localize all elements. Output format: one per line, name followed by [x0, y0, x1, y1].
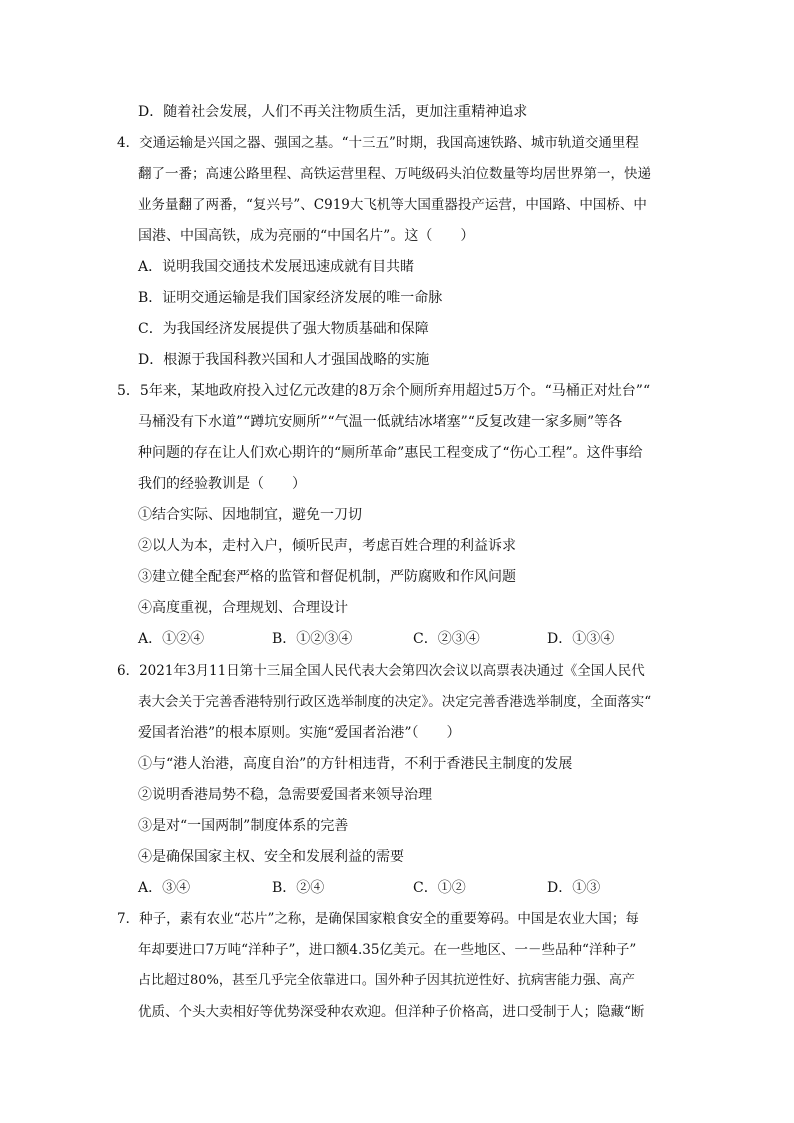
q5-choice-c: C．②③④: [413, 631, 480, 647]
q5-choice-b: B．①②③④: [272, 631, 353, 647]
q5-choice-a: A．①②④: [138, 631, 205, 647]
q4-option-a: A．说明我国交通技术发展迅速成就有目共睹: [138, 259, 415, 275]
q6-statement-4: ④是确保国家主权、安全和发展利益的需要: [138, 849, 404, 865]
q6-statement-3: ③是对“一国两制”制度体系的完善: [138, 818, 349, 834]
q6-choice-d: D．①③: [547, 880, 601, 896]
q6-stem-line-2: 表大会关于完善香港特别行政区选举制度的决定》。决定完善香港选举制度，全面落实“: [138, 694, 652, 710]
q5-stem-line-2: 马桶没有下水道”“蹲坑安厕所”“气温一低就结冰堵塞”“反复改建一家多厕”等各: [138, 414, 623, 430]
q5-statement-2: ②以人为本，走村入户，倾听民声，考虑百姓合理的利益诉求: [138, 538, 516, 554]
q4-stem-line-3: 业务量翻了两番，“复兴号”、C919大飞机等大国重器投产运营，中国路、中国桥、中: [138, 197, 647, 213]
q5-choice-d: D．①③④: [547, 631, 615, 647]
q6-statement-2: ②说明香港局势不稳，急需要爱国者来领导治理: [138, 787, 432, 803]
q5-stem-line-3: 种问题的存在让人们欢心期许的“厕所革命”惠民工程变成了“伤心工程”。这件事给: [138, 445, 643, 461]
q7-stem-line-1: 7．种子，素有农业“芯片”之称，是确保国家粮食安全的重要筹码。中国是农业大国；每: [117, 911, 639, 927]
q6-choice-c: C．①②: [413, 880, 466, 896]
q7-stem-line-3: 占比超过80%，甚至几乎完全依靠进口。国外种子因其抗逆性好、抗病害能力强、高产: [138, 973, 635, 988]
q7-stem-line-4: 优质、个头大卖相好等优势深受种农欢迎。但洋种子价格高，进口受制于人；隐藏“断: [138, 1004, 645, 1020]
q4-option-c: C．为我国经济发展提供了强大物质基础和保障: [138, 321, 429, 337]
q4-stem-line-4: 国港、中国高铁，成为亮丽的“中国名片”。这（ ）: [138, 228, 475, 244]
q6-statement-1: ①与“港人治港，高度自治”的方针相违背，不利于香港民主制度的发展: [138, 756, 573, 772]
q5-stem-line-4: 我们的经验教训是（ ）: [138, 476, 306, 492]
q5-statement-4: ④高度重视，合理规划、合理设计: [138, 600, 348, 616]
q5-statement-3: ③建立健全配套严格的监管和督促机制，严防腐败和作风问题: [138, 569, 516, 585]
q6-choice-a: A．③④: [138, 880, 191, 896]
q5-statement-1: ①结合实际、因地制宜，避免一刀切: [138, 507, 362, 523]
q6-stem-line-3: 爱国者治港”的根本原则。实施“爱国者治港”（ ）: [138, 725, 461, 741]
q4-option-d: D．根源于我国科教兴国和人才强国战略的实施: [138, 352, 430, 368]
q4-option-b: B．证明交通运输是我们国家经济发展的唯一命脉: [138, 290, 443, 306]
q6-stem-line-1: 6．2021年3月11日第十三届全国人民代表大会第四次会议以高票表决通过《全国人民代: [117, 663, 645, 679]
q6-choice-b: B．②④: [272, 880, 325, 896]
q5-choices: [138, 629, 658, 649]
q5-stem-line-1: 5．5年来，某地政府投入过亿元改建的8万余个厕所弃用超过5万个。“马桶正对灶台”“: [117, 383, 651, 399]
q7-stem-line-2: 年却要进口7万吨“洋种子”，进口额4.35亿美元。在一些地区、一－些品种“洋种子”: [138, 942, 637, 958]
q6-choices: [138, 878, 658, 898]
q4-stem-line-2: 翻了一番；高速公路里程、高铁运营里程、万吨级码头泊位数量等均居世界第一，快递: [138, 166, 651, 182]
q3-option-d: D．随着社会发展，人们不再关注物质生活，更加注重精神追求: [138, 104, 528, 120]
q4-stem-line-1: 4．交通运输是兴国之器、强国之基。“十三五”时期，我国高速铁路、城市轨道交通里程: [117, 135, 639, 151]
